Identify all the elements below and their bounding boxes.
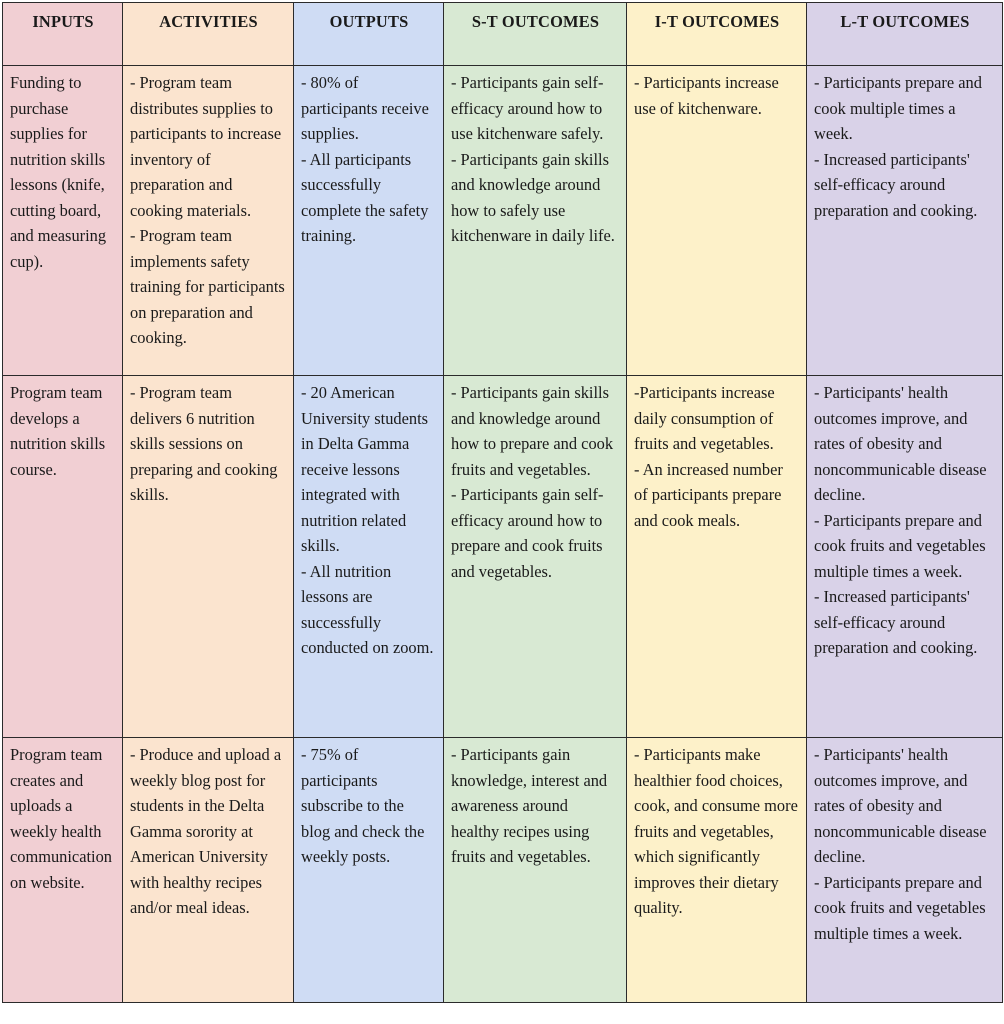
cell-activities bbox=[123, 66, 294, 376]
header-inputs: INPUTS bbox=[3, 3, 123, 66]
cell-text: - An increased number of participants prepare and cook meals. bbox=[634, 459, 783, 530]
cell-inputs bbox=[3, 66, 123, 376]
cell-text: - Participants prepare and cook fruits and vegetables multiple times a week. bbox=[814, 510, 986, 581]
cell-it-outcomes bbox=[627, 376, 807, 738]
cell-activities bbox=[123, 376, 294, 738]
cell-text: - Participants increase use of kitchenware. bbox=[634, 73, 779, 118]
cell-text: - Participants gain self-efficacy around how to use kitchenware safely. bbox=[451, 73, 604, 143]
cell-text: - Participants make healthier food choices, cook, and consume more fruits and vegetables, which significantly improves their dietary quality. bbox=[634, 745, 798, 917]
cell-it-outcomes bbox=[627, 66, 807, 376]
cell-text: - Participants gain self-efficacy around how to prepare and cook fruits and vegetables. bbox=[451, 485, 604, 581]
table-row bbox=[3, 66, 1003, 376]
cell-text: - Program team delivers 6 nutrition skills sessions on preparing and cooking skills. bbox=[130, 383, 278, 504]
cell-text: Funding to purchase supplies for nutrition skills lessons (knife, cutting board, and measuring cup). bbox=[10, 73, 107, 271]
cell-lt-outcomes bbox=[807, 66, 1003, 376]
header-activities: ACTIVITIES bbox=[123, 3, 294, 66]
cell-outputs bbox=[294, 738, 444, 1003]
header-lt-outcomes: L-T OUTCOMES bbox=[807, 3, 1003, 66]
cell-text: - Increased participants' self-efficacy around preparation and cooking. bbox=[814, 587, 978, 657]
logic-model-table bbox=[2, 2, 1003, 1003]
cell-text: - Participants prepare and cook fruits and vegetables multiple times a week. bbox=[814, 872, 986, 943]
table-row bbox=[3, 376, 1003, 738]
cell-inputs bbox=[3, 376, 123, 738]
header-row bbox=[3, 3, 1003, 66]
cell-text: - 75% of participants subscribe to the blog and check the weekly posts. bbox=[301, 745, 425, 866]
cell-text: - 80% of participants receive supplies. bbox=[301, 73, 429, 143]
cell-text: - 20 American University students in Delta Gamma receive lessons integrated with nutrition related skills. bbox=[301, 383, 429, 555]
cell-text: - Program team implements safety training for participants on preparation and cooking. bbox=[130, 226, 285, 347]
cell-text: - Increased participants' self-efficacy around preparation and cooking. bbox=[814, 149, 978, 220]
cell-outputs bbox=[294, 66, 444, 376]
cell-st-outcomes bbox=[444, 66, 627, 376]
cell-text: - Participants gain skills and knowledge around how to prepare and cook fruits and vegetables. bbox=[451, 383, 614, 479]
cell-text: - Participants gain knowledge, interest and awareness around healthy recipes using fruits and vegetables. bbox=[451, 745, 608, 866]
cell-lt-outcomes bbox=[807, 376, 1003, 738]
cell-text: - All nutrition lessons are successfully conducted on zoom. bbox=[301, 561, 434, 657]
cell-text: - Participants' health outcomes improve, and rates of obesity and noncommunicable disease decline. bbox=[814, 745, 987, 866]
header-st-outcomes: S-T OUTCOMES bbox=[444, 3, 627, 66]
cell-it-outcomes bbox=[627, 738, 807, 1003]
cell-text: Program team develops a nutrition skills course. bbox=[10, 383, 106, 479]
cell-st-outcomes bbox=[444, 376, 627, 738]
cell-activities bbox=[123, 738, 294, 1003]
cell-text: - Participants' health outcomes improve, and rates of obesity and noncommunicable disease decline. bbox=[814, 383, 987, 504]
cell-text: - Program team distributes supplies to participants to increase inventory of preparation and cooking materials. bbox=[130, 73, 282, 220]
header-it-outcomes: I-T OUTCOMES bbox=[627, 3, 807, 66]
header-outputs: OUTPUTS bbox=[294, 3, 444, 66]
cell-text: -Participants increase daily consumption of fruits and vegetables. bbox=[634, 383, 775, 453]
cell-lt-outcomes bbox=[807, 738, 1003, 1003]
cell-inputs bbox=[3, 738, 123, 1003]
cell-text: - Participants prepare and cook multiple times a week. bbox=[814, 73, 982, 143]
cell-outputs bbox=[294, 376, 444, 738]
cell-text: - Participants gain skills and knowledge around how to safely use kitchenware in daily life. bbox=[451, 149, 615, 245]
table-row bbox=[3, 738, 1003, 1003]
cell-text: - All participants successfully complete the safety training. bbox=[301, 149, 429, 245]
cell-st-outcomes bbox=[444, 738, 627, 1003]
cell-text: - Produce and upload a weekly blog post for students in the Delta Gamma sorority at American University with healthy recipes and/or meal ideas. bbox=[130, 745, 282, 917]
cell-text: Program team creates and uploads a weekly health communication on website. bbox=[10, 745, 112, 892]
